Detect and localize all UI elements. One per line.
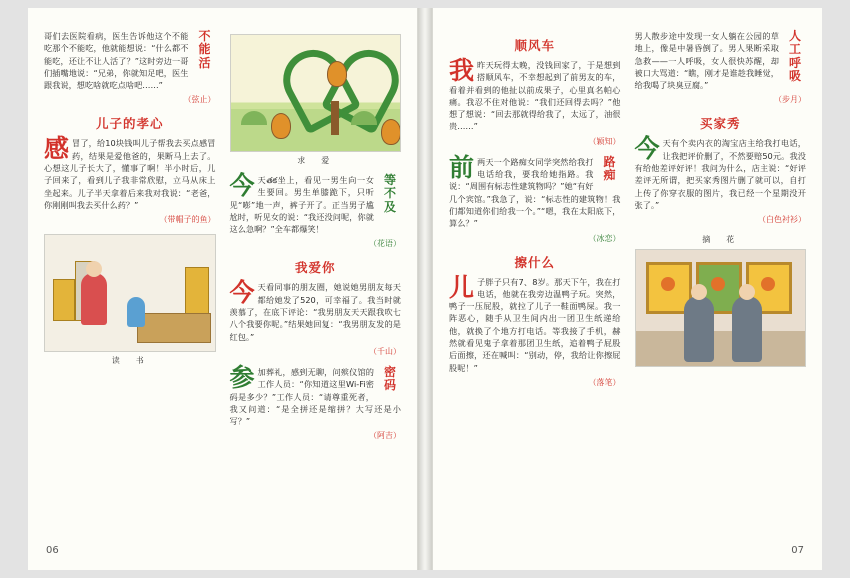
dropcap: 感 — [44, 134, 70, 164]
dropcap: 今 — [634, 134, 660, 164]
right-page — [432, 8, 822, 570]
article-body-text: 两天一个路痴女同学突然给我打电话给我，要我给她指路。我说：“周围有标志性建筑物吗？”她“有好几个宾馆。”我急了，说：“标志性的建筑物！我们都知道你们给我一个。”“嗯，我在太阳底下，算么？” — [449, 156, 621, 229]
article-body-text: 子胖子只有7、8岁。那天下午，我在打电话，他就在我旁边温鸭子玩。突然，鸭子一压屁股，就拉了儿子一鞋面鸭屎。我一阵恶心，随手从卫生间内出一团卫生纸递给他，就换了个地方打电话。等我接了手机，赫然就看见鬼子拿着那团卫生纸，追着鸭子屁股后面擦，还在喊叫：“别动，停，我给让你擦屁股呢！” — [449, 276, 621, 373]
head — [691, 284, 707, 300]
article-headline-vertical: 人工呼吸 — [788, 29, 801, 84]
flower-icon — [711, 277, 725, 291]
article-signature: （白色衬衫） — [758, 215, 806, 225]
dropcap: 儿 — [449, 272, 475, 302]
article-signature: （步月） — [774, 95, 806, 105]
article-body-text: 冒了，给10块钱叫儿子帮我去买点感冒药，结果是爱他爸的，果断马上去了。心想这儿子长大了，懂事了啊！半小时后，儿子回来了，看到儿子我非常欣慰，立马从床上坐起来。儿子半天拿着后来我对我说：“老爸，你刚刚叫我去买什么药？” — [44, 138, 216, 210]
article-body — [449, 152, 621, 230]
article-signature: （阿吉） — [369, 431, 401, 441]
article-signature: （弦止） — [183, 95, 216, 105]
dropcap: 今 — [229, 171, 255, 200]
article-luchi — [449, 152, 621, 244]
article-title: 买家秀 — [699, 116, 741, 132]
dropcap: 前 — [449, 152, 475, 182]
desk — [137, 313, 211, 343]
page-gutter — [418, 8, 432, 570]
illustration-reading — [44, 234, 216, 352]
article-signature: （千山） — [369, 346, 401, 356]
article-erzi-de-xiaoxin — [44, 114, 216, 225]
illustration-picking-flowers — [635, 249, 807, 367]
bird-icon — [381, 119, 401, 145]
dropcap: 参 — [229, 362, 255, 392]
woman-figure — [81, 273, 107, 325]
article-body — [44, 134, 216, 211]
illustration-courting — [230, 34, 402, 152]
visitor-figure — [684, 296, 714, 362]
article-deng-bu-ji — [229, 171, 402, 249]
article-headline-vertical: 等不及 — [383, 173, 396, 214]
page-number-left: 06 — [46, 545, 59, 556]
bird-icon — [327, 61, 347, 87]
illustration-caption: 求 爱 — [297, 156, 334, 165]
left-page-column-2 — [228, 30, 404, 530]
flower-icon — [761, 277, 775, 291]
dropcap: 我 — [449, 56, 475, 85]
article-body: 哥们去医院看病，医生告诉他这个不能吃那个不能吃，他就能想说：“什么都不能吃，还让不让人活了？”这时旁边一哥们插嘴地说：“兄弟，你就知足吧，医生跟我说，想吃啥就吃点啥吧……” — [44, 31, 189, 91]
head — [739, 284, 755, 300]
illustration-caption: 摘 花 — [702, 235, 739, 245]
tree-trunk — [331, 101, 339, 135]
article-title: 顺风车 — [514, 38, 555, 53]
article-body-text: 天看同事的朋友圈，她说她男朋友每天都给她发了520，可幸福了。我当时就羡慕了，在底下评论：“我男朋友天天跟我吹七八个我要你呢。”结果她回复：“我男朋友发的是红包。” — [229, 282, 401, 342]
article-headline-vertical: 不能活 — [198, 29, 211, 70]
article-headline-vertical: 密码 — [383, 364, 396, 393]
right-page-column-1 — [447, 30, 623, 530]
article-body-text: 加葬礼，感到无聊，问殡仪馆的工作人员：“你知道这里Wi-Fi密码是多少？”工作人员：“请尊重死者，我又问道：“是全拼还是缩拼？大写还是小写？” — [229, 366, 401, 427]
article-mima — [229, 362, 402, 441]
article-ca-shenme — [449, 253, 621, 388]
gallery-floor — [636, 331, 806, 366]
article-rengong-huxi — [635, 30, 807, 105]
left-page — [28, 8, 418, 570]
article-body — [229, 278, 402, 342]
right-page-column-2 — [633, 30, 809, 530]
article-signature: （颖知） — [588, 136, 621, 146]
article-signature: （花语） — [369, 239, 401, 249]
illustration-caption: 读 书 — [111, 356, 148, 366]
article-title: 我爱你 — [294, 260, 336, 276]
flower-icon — [661, 277, 675, 291]
article-body — [229, 362, 402, 427]
article-signature: （带帽子的鱼） — [159, 215, 216, 225]
article-signature: （落笔） — [588, 377, 621, 387]
article-body — [449, 56, 621, 133]
book-stack — [53, 279, 75, 321]
right-page-columns — [447, 30, 808, 530]
article-headline-vertical: 路痴 — [603, 154, 616, 183]
article-maijiaxiu — [635, 114, 807, 225]
child-figure — [127, 297, 145, 327]
article-buneng-huo — [44, 30, 216, 105]
article-shunfengche — [449, 36, 621, 147]
article-body: 男人散步途中发现一女人躺在公园的草地上，像是中暑昏倒了。男人果断采取急救——一人呼吸，女人很快苏醒，却被口大骂道：“瞧，刚才是谁趁我睡觉，给我喝了块臭豆腐。” — [634, 31, 779, 91]
left-page-column-1 — [42, 30, 218, 530]
article-body — [229, 171, 402, 235]
article-body — [449, 272, 621, 374]
left-page-columns — [42, 30, 403, 530]
article-signature: （冰恋） — [588, 233, 621, 243]
article-wo-ai-ni — [230, 258, 402, 356]
article-title: 儿子的孝心 — [95, 116, 164, 132]
head — [86, 261, 102, 277]
bird-icon — [271, 113, 291, 139]
article-body-text: 昨天玩得太晚，没钱回家了，于是想到搭顺风车，不幸想起到了前男友的车，看着并看到的他扯以前成果子，心里真名帕心痛。我忍不住对他说：“我们还回得去吗？”他想了想说：“回去那就得给我了，太远了，油很贵……” — [449, 60, 621, 132]
page-number-right: 07 — [791, 545, 804, 556]
article-body-text: 天తక坐上，看见一男生向一女生要回。男生单膝跪下，只听见“嘭”地一声，裤子开了。正当男子尴尬时，听见女的说：“我还没问呢，你就这么急啊？”全车都爆笑！ — [229, 175, 374, 235]
article-body — [634, 134, 807, 211]
visitor-figure — [732, 296, 762, 362]
dropcap: 今 — [229, 278, 255, 308]
article-body-text: 天有个卖内衣的淘宝店主给我打电话，让我把评价删了，不然要赔50元。我没有给他差评好评！我问为什么，店主说：“好评差评无所谓，把买家秀图片删了就可以，自打上传了你穿衣服的图片，我已经一个星期没开张了。” — [634, 138, 806, 210]
article-title: 擦什么 — [514, 254, 555, 270]
